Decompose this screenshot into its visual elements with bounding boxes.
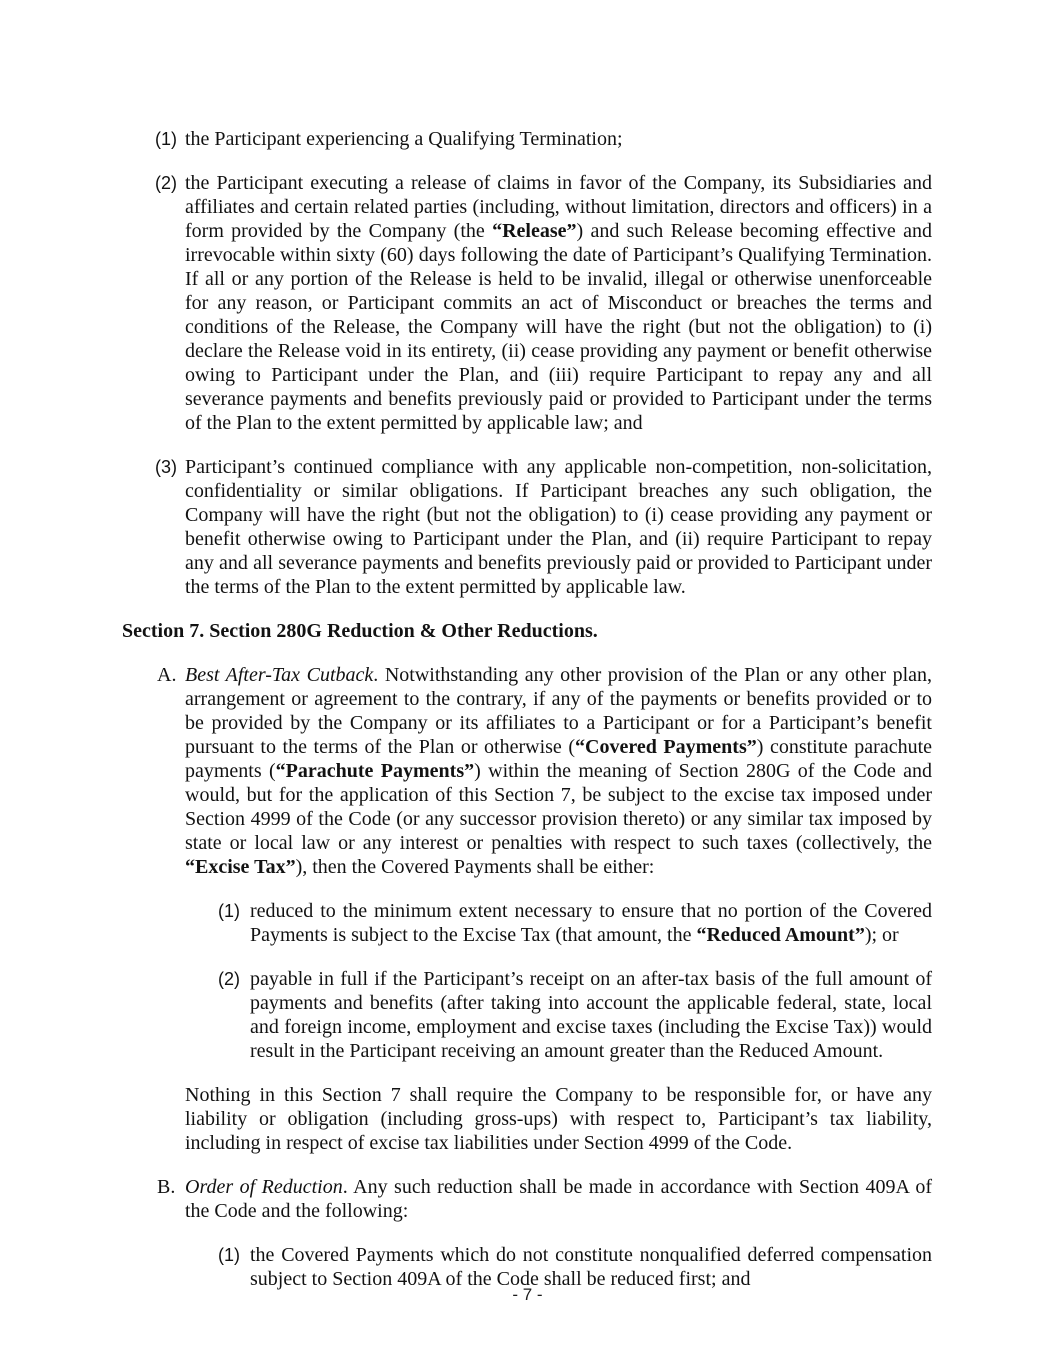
- text-run: the Covered Payments which do not constitute nonqualified deferred compensation subject to Section 409A of the Code shall be reduced first; and: [250, 1244, 932, 1290]
- text-run: Participant’s continued compliance with any applicable non-competition, non-solicitation, confidentiality or similar obligations. If Participant breaches any such obligation, the Company will have the right (but not the obligation) to (i) cease providing any payment or benefit otherwise owing to Participant under the Plan, and (ii) require Participant to repay any and all severance payments and benefits previously paid or provided to Participant under the terms of the Plan to the extent permitted by applicable law.: [185, 456, 932, 598]
- item-a-title: Best After-Tax Cutback: [185, 664, 374, 686]
- text-run: ) and such Release becoming effective and irrevocable within sixty (60) days following the date of Participant’s Qualifying Termination. If all or any portion of the Release is held to be invalid, illegal or otherwise unenforceable for any reason, or Participant commits an act of Misconduct or breaches the terms and conditions of the Release, the Company will have the right (but not the obligation) to (i) declare the Release void in its entirety, (ii) cease providing any payment or benefit otherwise owing to Participant under the Plan, and (iii) require Participant to repay any and all severance payments and benefits previously paid or provided to Participant under the terms of the Plan to the extent permitted by applicable law; and: [185, 220, 932, 434]
- condition-2-marker: (2): [155, 173, 177, 193]
- condition-2-text: [185, 171, 932, 435]
- item-a-marker: A.: [157, 664, 177, 686]
- condition-item-2: [122, 171, 932, 435]
- defined-term-excise-tax: “Excise Tax”: [185, 856, 296, 878]
- text-run: ); or: [864, 924, 899, 946]
- condition-1-text: [185, 127, 932, 151]
- condition-item-1: [122, 127, 932, 151]
- item-b-title: Order of Reduction: [185, 1176, 343, 1198]
- item-a-sub-2: [122, 967, 932, 1063]
- text-run: the Participant experiencing a Qualifying Termination;: [185, 128, 623, 150]
- text-run: Nothing in this Section 7 shall require the Company to be responsible for, or have any liability or obligation (including gross-ups) with respect to, Participant’s tax liability, including in respect of excise tax liabilities under Section 4999 of the Code.: [185, 1084, 932, 1154]
- defined-term-release: “Release”: [492, 220, 577, 242]
- text-run: . Notwithstanding any other provision of the Plan or any other plan, arrangement or agreement to the contrary, if any of the payments or benefits provided or to be provided by the Company or its affiliates to a Participant or for a Participant’s benefit pursuant to the terms of the Plan or otherwise (: [185, 664, 932, 758]
- item-b: [122, 1175, 932, 1223]
- item-a-sub-1-text: [250, 899, 932, 947]
- text-run: ), then the Covered Payments shall be either:: [295, 856, 655, 878]
- text-run: ) within the meaning of Section 280G of the Code and would, but for the application of this Section 7, be subject to the excise tax imposed under Section 4999 of the Code (or any successor provision thereto) or any similar tax imposed by state or local law or any interest or penalties with respect to such taxes (collectively, the: [185, 760, 933, 854]
- item-a-sub-1: [122, 899, 932, 947]
- condition-item-3: [122, 455, 932, 599]
- text-run: ) constitute parachute payments (: [185, 736, 933, 782]
- section-7-heading: Section 7. Section 280G Reduction & Other Reductions.: [122, 620, 598, 642]
- text-run: payable in full if the Participant’s receipt on an after-tax basis of the full amount of payments and benefits (after taking into account the applicable federal, state, local and foreign income, employment and excise taxes (including the Excise Tax)) would result in the Participant receiving an amount greater than the Reduced Amount.: [250, 968, 932, 1062]
- condition-3-marker: (3): [155, 457, 177, 477]
- item-b-sub-1-marker: (1): [218, 1245, 240, 1265]
- item-a-text: [185, 663, 932, 879]
- item-b-text: [185, 1175, 932, 1223]
- defined-term-reduced-amount: “Reduced Amount”: [696, 924, 865, 946]
- condition-3-text: [185, 455, 932, 599]
- item-a: [122, 663, 932, 879]
- text-run: reduced to the minimum extent necessary to ensure that no portion of the Covered Payments is subject to the Excise Tax (that amount, the: [250, 900, 932, 946]
- item-a-continuation-paragraph: [185, 1083, 932, 1155]
- item-a-sub-1-marker: (1): [218, 901, 240, 921]
- text-run: the Participant executing a release of claims in favor of the Company, its Subsidiaries and affiliates and certain related parties (including, without limitation, directors and officers) in a form provided by the Company (the: [185, 172, 932, 242]
- item-a-sub-2-text: [250, 967, 932, 1063]
- defined-term-parachute-payments: “Parachute Payments”: [275, 760, 475, 782]
- item-b-marker: B.: [157, 1176, 176, 1198]
- page-number: - 7 -: [512, 1285, 543, 1304]
- defined-term-covered-payments: “Covered Payments”: [575, 736, 757, 758]
- condition-1-marker: (1): [155, 129, 177, 149]
- text-run: . Any such reduction shall be made in accordance with Section 409A of the Code and the following:: [185, 1176, 932, 1222]
- item-a-sub-2-marker: (2): [218, 969, 240, 989]
